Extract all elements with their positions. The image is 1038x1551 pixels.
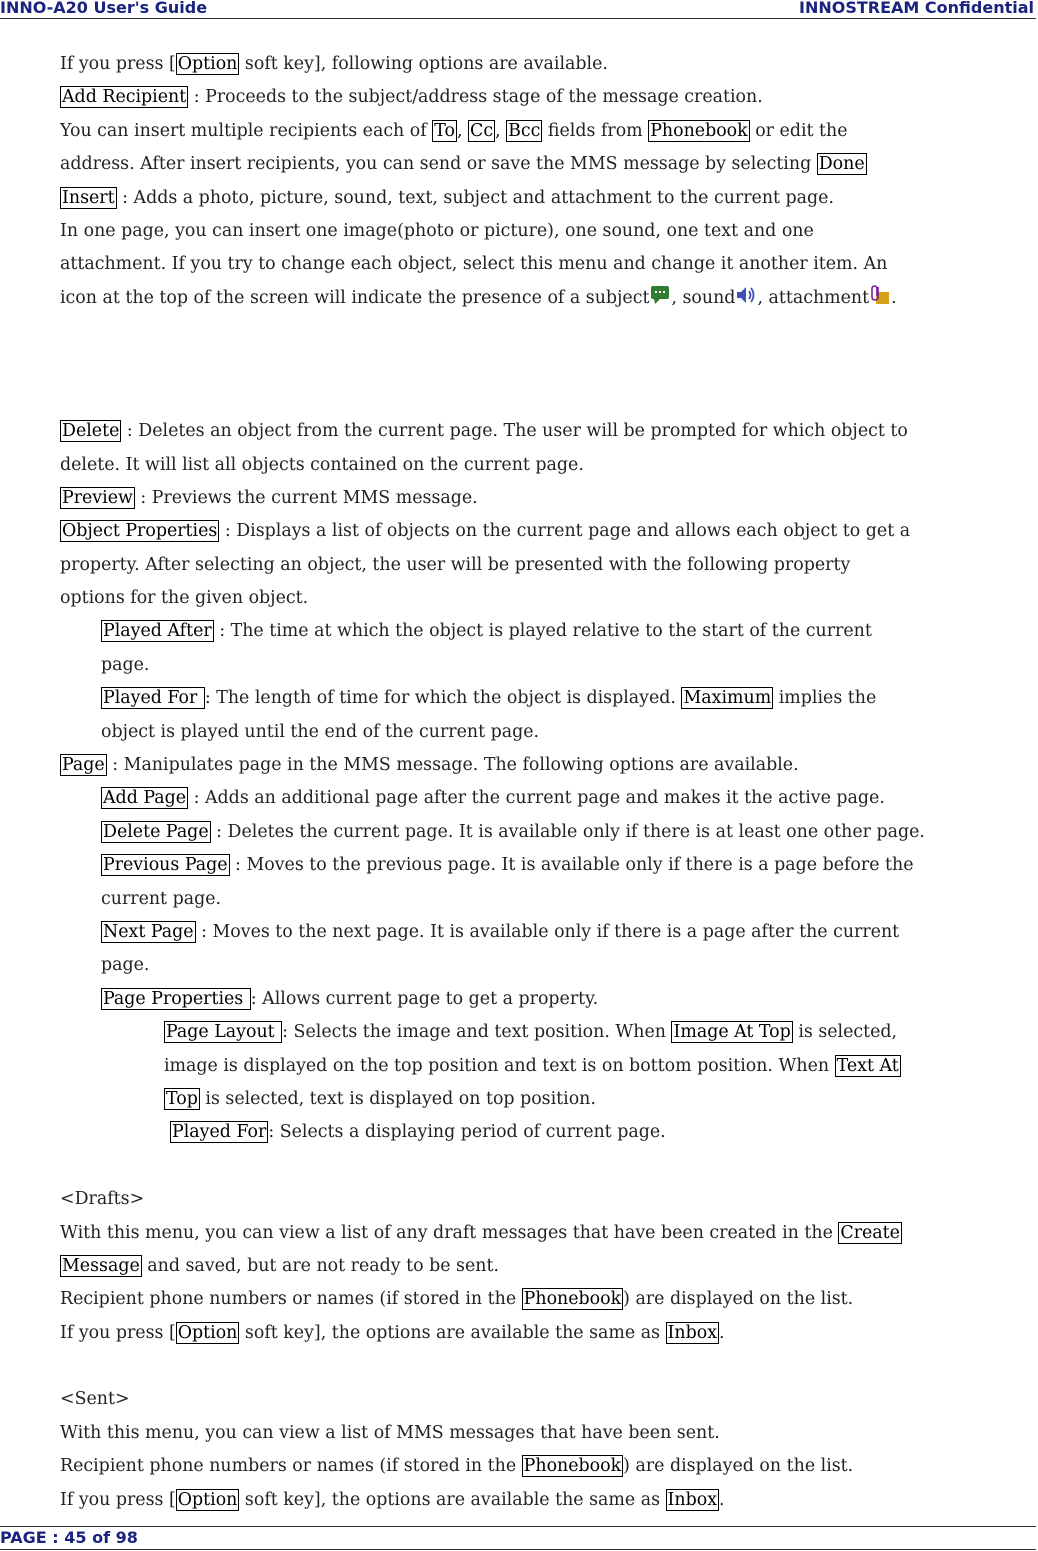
text-line: Recipient phone numbers or names (if stored in the Phonebook ) are displayed on the list. [60, 1289, 854, 1310]
bcc-label: Bcc [508, 120, 541, 141]
page-properties-label: Page Properties [103, 988, 249, 1009]
header-title: INNO-A20 User's Guide [0, 0, 208, 17]
insert-label: Insert [62, 187, 115, 208]
preview-label: Preview [62, 487, 133, 508]
text-line: Add Recipient : Proceeds to the subject/address stage of the message creation. [62, 87, 763, 108]
page-number: PAGE : 45 of 98 [0, 1528, 138, 1547]
section-heading-drafts: <Drafts> [60, 1189, 145, 1210]
text-line: If you press [ Option soft key], the options are available the same as Inbox . [60, 1489, 725, 1510]
text-line: Preview : Previews the current MMS message. [62, 487, 478, 508]
phonebook-label: Phonebook [523, 1289, 622, 1310]
text-line: Delete : Deletes an object from the current page. The user will be prompted for which object to [62, 421, 908, 442]
played-after-label: Played After [103, 621, 212, 642]
text-line: Delete Page : Deletes the current page. It is available only if there is at least one other page. [103, 821, 925, 842]
page-played-for-label: Played For [172, 1122, 267, 1143]
text-line: address. After insert recipients, you can send or save the MMS message by selecting Done [60, 154, 865, 175]
text-line: With this menu, you can view a list of MMS messages that have been sent. [60, 1422, 720, 1443]
text-line: object is played until the end of the current page. [101, 721, 540, 742]
to-label: To [434, 120, 455, 141]
phonebook-label: Phonebook [523, 1456, 622, 1477]
text-line: property. After selecting an object, the user will be presented with the following property [60, 554, 851, 575]
text-line: Played For : Selects a displaying period of current page. [172, 1122, 666, 1143]
top-label: Top [166, 1088, 198, 1109]
attachment-icon [869, 284, 891, 306]
add-recipient-label: Add Recipient [62, 87, 187, 108]
text-line: page. [101, 955, 150, 976]
page-layout-label: Page Layout [166, 1022, 281, 1043]
inbox-label: Inbox [667, 1322, 718, 1343]
text-line: Add Page : Adds an additional page after the current page and makes it the active page. [103, 788, 885, 809]
text-line: Previous Page : Moves to the previous page. It is available only if there is a page before the [103, 855, 914, 876]
object-properties-label: Object Properties [62, 521, 218, 542]
header-confidential: INNOSTREAM Confidential [799, 0, 1034, 17]
text-line: options for the given object. [60, 588, 309, 609]
message-label: Message [62, 1255, 140, 1276]
text-line: With this menu, you can view a list of any draft messages that have been created in the Create [60, 1222, 900, 1243]
text-line: Object Properties : Displays a list of objects on the current page and allows each object to get a [62, 521, 911, 542]
text-line: image is displayed on the top position and text is on bottom position. When Text At [164, 1055, 899, 1076]
done-label: Done [818, 154, 865, 175]
add-page-label: Add Page [103, 788, 187, 809]
option-key-label: Option [177, 1489, 238, 1510]
option-key-label: Option [177, 1322, 238, 1343]
text-line: attachment. If you try to change each object, select this menu and change it another item. An [60, 254, 888, 275]
inbox-label: Inbox [667, 1489, 718, 1510]
page-header [0, 0, 1036, 19]
text-line: In one page, you can insert one image(photo or picture), one sound, one text and one [60, 220, 814, 241]
text-line: If you press [ Option soft key], the options are available the same as Inbox . [60, 1322, 725, 1343]
text-line: icon at the top of the screen will indicate the presence of a subject , sound , attachment . [60, 282, 1038, 315]
next-page-label: Next Page [103, 921, 194, 942]
text-line: Page Layout : Selects the image and text position. When Image At Top is selected, [166, 1022, 898, 1043]
delete-label: Delete [62, 421, 120, 442]
text-line: You can insert multiple recipients each of To , Cc , Bcc fields from Phonebook or edit the [60, 120, 848, 141]
maximum-label: Maximum [683, 688, 772, 709]
subject-icon [649, 284, 671, 306]
text-line: page. [101, 654, 150, 675]
delete-page-label: Delete Page [103, 821, 209, 842]
section-heading-sent: <Sent> [60, 1389, 130, 1410]
played-for-label: Played For [103, 688, 203, 709]
text-line: Page : Manipulates page in the MMS message. The following options are available. [62, 755, 799, 776]
text-at-label: Text At [836, 1055, 899, 1076]
page-label: Page [62, 755, 105, 776]
text-line: Page Properties : Allows current page to get a property. [103, 988, 599, 1009]
text-line: Next Page : Moves to the next page. It is available only if there is a page after the current [103, 921, 900, 942]
cc-label: Cc [470, 120, 494, 141]
text-line: Played After : The time at which the object is played relative to the start of the current [103, 621, 872, 642]
image-at-top-label: Image At Top [673, 1022, 791, 1043]
create-label: Create [840, 1222, 900, 1243]
sound-icon [735, 284, 757, 306]
text-line: Message and saved, but are not ready to be sent. [62, 1255, 499, 1276]
text-line: delete. It will list all objects contained on the current page. [60, 454, 584, 475]
text-line: Top is selected, text is displayed on top position. [166, 1088, 596, 1109]
text-line: Insert : Adds a photo, picture, sound, text, subject and attachment to the current page. [62, 187, 835, 208]
text-line: Recipient phone numbers or names (if stored in the Phonebook ) are displayed on the list. [60, 1456, 854, 1477]
option-key-label: Option [177, 54, 238, 74]
text-line: If you press [ Option soft key], following options are available. [60, 54, 608, 74]
document-body [60, 48, 1038, 1517]
text-line: current page. [101, 888, 222, 909]
page-footer [0, 1526, 1036, 1550]
phonebook-label: Phonebook [650, 120, 748, 141]
previous-page-label: Previous Page [103, 855, 228, 876]
text-line: Played For : The length of time for which the object is displayed. Maximum implies the [103, 688, 877, 709]
